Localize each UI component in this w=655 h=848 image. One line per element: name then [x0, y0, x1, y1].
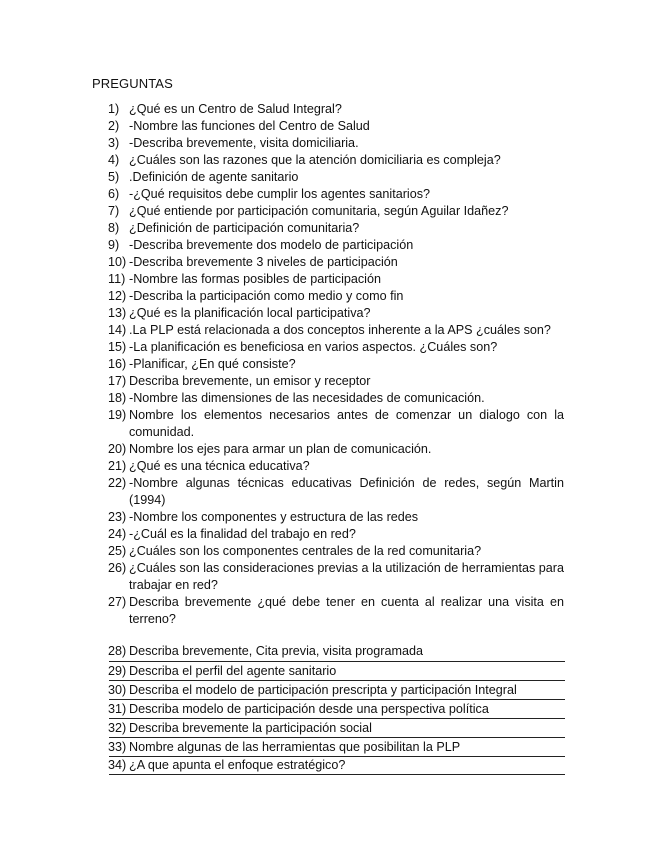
list-item [108, 322, 564, 339]
row-divider [109, 680, 565, 681]
question-text: ¿Qué es una técnica educativa? [129, 459, 310, 473]
list-item [108, 739, 564, 756]
list-item [108, 305, 564, 322]
list-item [108, 186, 564, 203]
question-text: -Nombre las dimensiones de las necesidades de comunicación. [129, 391, 485, 405]
question-number: 25) [108, 544, 127, 558]
question-number: 10) [108, 255, 127, 269]
question-number: 32) [108, 721, 127, 735]
list-item [108, 543, 564, 560]
page-title: PREGUNTAS [92, 76, 173, 91]
question-text: ¿Qué es la planificación local participativa? [129, 306, 371, 320]
list-item [108, 441, 564, 458]
row-divider [109, 661, 565, 662]
list-item [108, 118, 564, 135]
question-number: 11) [108, 272, 126, 286]
question-text: Describa brevemente la participación social [129, 721, 372, 735]
question-number: 14) [108, 323, 127, 337]
list-item [108, 373, 564, 390]
row-divider [109, 718, 565, 719]
list-item [108, 339, 564, 356]
question-text: -La planificación es beneficiosa en varios aspectos. ¿Cuáles son? [129, 340, 498, 354]
question-text: -Describa brevemente dos modelo de participación [129, 238, 414, 252]
question-number: 7) [108, 204, 120, 218]
row-divider [109, 774, 565, 775]
list-item [108, 254, 564, 271]
list-item [108, 220, 564, 237]
question-text: ¿Cuáles son los componentes centrales de la red comunitaria? [129, 544, 482, 558]
question-text: ¿A que apunta el enfoque estratégico? [129, 758, 346, 772]
question-text: Nombre los elementos necesarios antes de comenzar un dialogo con la comunidad. [129, 408, 564, 439]
question-number: 9) [108, 238, 120, 252]
question-number: 3) [108, 136, 120, 150]
question-number: 33) [108, 740, 127, 754]
list-item [108, 288, 564, 305]
question-text: Describa brevemente, Cita previa, visita programada [129, 644, 423, 658]
question-text: -Describa la participación como medio y como fin [129, 289, 404, 303]
question-number: 16) [108, 357, 127, 371]
question-number: 1) [108, 102, 120, 116]
list-item [108, 458, 564, 475]
list-item [108, 526, 564, 543]
list-item [108, 757, 564, 774]
question-text: .Definición de agente sanitario [129, 170, 299, 184]
list-item [108, 560, 564, 593]
question-text: ¿Cuáles son las consideraciones previas a la utilización de herramientas para trabajar en red? [129, 561, 564, 592]
list-item [108, 701, 564, 718]
question-number: 15) [108, 340, 127, 354]
list-item [108, 135, 564, 152]
question-text: Nombre algunas de las herramientas que posibilitan la PLP [129, 740, 461, 754]
list-item [108, 237, 564, 254]
list-item [108, 594, 564, 627]
question-text: -Nombre algunas técnicas educativas Definición de redes, según Martin (1994) [129, 476, 564, 507]
question-number: 23) [108, 510, 127, 524]
question-text: -Nombre las funciones del Centro de Salud [129, 119, 370, 133]
question-number: 21) [108, 459, 127, 473]
question-text: Describa brevemente ¿qué debe tener en cuenta al realizar una visita en terreno? [129, 595, 564, 626]
question-text: ¿Definición de participación comunitaria? [129, 221, 360, 235]
question-text: -Nombre los componentes y estructura de las redes [129, 510, 419, 524]
question-text: -Describa brevemente 3 niveles de participación [129, 255, 398, 269]
list-item [108, 356, 564, 373]
question-number: 17) [108, 374, 127, 388]
question-text: -¿Qué requisitos debe cumplir los agentes sanitarios? [129, 187, 431, 201]
question-number: 22) [108, 476, 127, 490]
question-text: Describa el modelo de participación prescripta y participación Integral [129, 683, 517, 697]
question-number: 19) [108, 408, 127, 422]
question-text: .La PLP está relacionada a dos conceptos inherente a la APS ¿cuáles son? [129, 323, 551, 337]
question-number: 5) [108, 170, 120, 184]
list-item [108, 509, 564, 526]
question-number: 30) [108, 683, 127, 697]
list-item [108, 682, 564, 699]
question-number: 6) [108, 187, 120, 201]
question-number: 12) [108, 289, 127, 303]
question-number: 4) [108, 153, 120, 167]
question-number: 27) [108, 595, 127, 609]
list-item [108, 643, 564, 660]
question-text: Describa brevemente, un emisor y receptor [129, 374, 371, 388]
list-item [108, 203, 564, 220]
question-text: ¿Qué entiende por participación comunitaria, según Aguilar Idañez? [129, 204, 509, 218]
row-divider [109, 737, 565, 738]
question-number: 13) [108, 306, 127, 320]
question-text: Describa el perfil del agente sanitario [129, 664, 337, 678]
question-number: 34) [108, 758, 127, 772]
question-number: 29) [108, 664, 127, 678]
list-item [108, 152, 564, 169]
question-number: 26) [108, 561, 127, 575]
question-text: ¿Qué es un Centro de Salud Integral? [129, 102, 342, 116]
question-number: 2) [108, 119, 120, 133]
question-number: 20) [108, 442, 127, 456]
list-item [108, 720, 564, 737]
question-number: 18) [108, 391, 127, 405]
question-text: -Nombre las formas posibles de participación [129, 272, 381, 286]
question-text: Nombre los ejes para armar un plan de comunicación. [129, 442, 432, 456]
question-number: 31) [108, 702, 127, 716]
question-text: Describa modelo de participación desde una perspectiva política [129, 702, 489, 716]
question-text: ¿Cuáles son las razones que la atención domiciliaria es compleja? [129, 153, 501, 167]
question-text: -Planificar, ¿En qué consiste? [129, 357, 296, 371]
question-number: 8) [108, 221, 120, 235]
list-item [108, 271, 564, 288]
list-item [108, 101, 564, 118]
list-item [108, 169, 564, 186]
list-item [108, 390, 564, 407]
question-text: -¿Cuál es la finalidad del trabajo en red? [129, 527, 356, 541]
question-number: 28) [108, 644, 127, 658]
list-item [108, 407, 564, 440]
list-item [108, 663, 564, 680]
list-item [108, 475, 564, 508]
question-number: 24) [108, 527, 127, 541]
row-divider [109, 699, 565, 700]
question-text: -Describa brevemente, visita domiciliaria. [129, 136, 359, 150]
